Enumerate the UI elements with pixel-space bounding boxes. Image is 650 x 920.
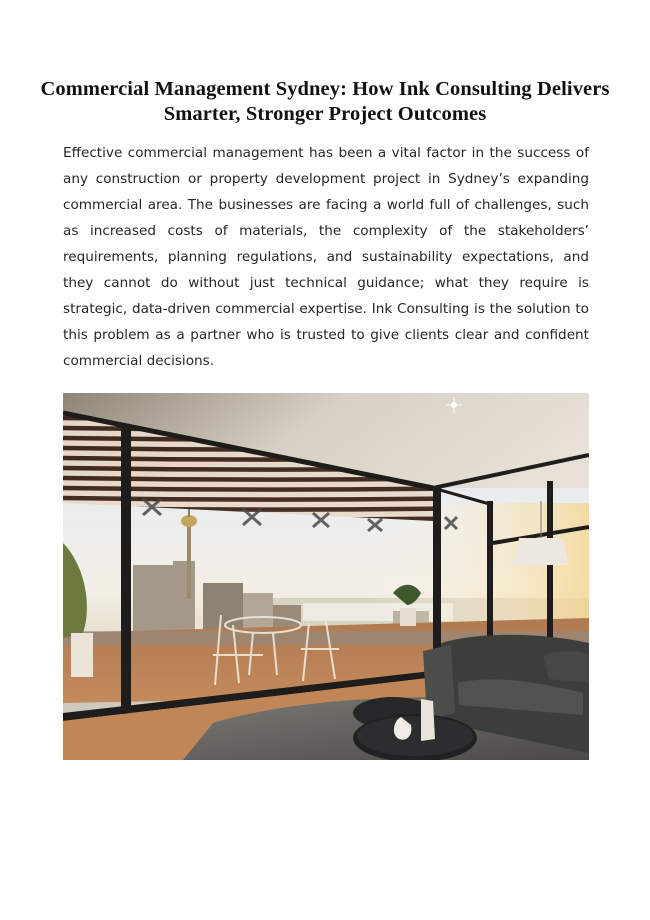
apartment-interior-illustration: [63, 393, 589, 760]
interior-photo: [63, 393, 589, 760]
page-title: Commercial Management Sydney: How Ink Consulting Delivers Smarter, Stronger Project Outcomes: [40, 78, 610, 125]
intro-paragraph: Effective commercial management has been a vital factor in the success of any construction or property development project in Sydney’s expanding commercial area. The businesses are facing a world full of challenges, such as increased costs of materials, the complexity of the stakeholders’ requirements, planning regulations, and sustainability expectations, and they cannot do without just technical guidance; what they require is strategic, data-driven commercial expertise. Ink Consulting is the solution to this problem as a partner who is trusted to give clients clear and confident commercial decisions.: [63, 145, 589, 369]
